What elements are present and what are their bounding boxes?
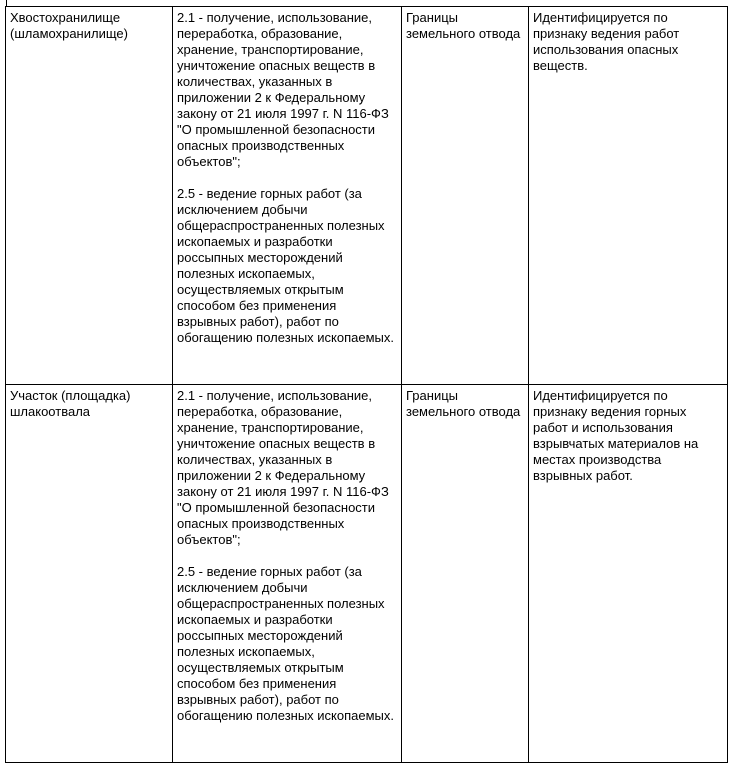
activity-2-5: 2.5 - ведение горных работ (за исключением добычи общераспространенных полезных ископаемых и разработки россыпных месторождений полезных ископаемых, осуществляемых открытым способом без применения взрывных работ), работ по обогащению полезных ископаемых. <box>177 564 395 723</box>
table-row <box>6 385 728 763</box>
identification-cell <box>529 385 728 763</box>
object-name: Хвостохранилище (шламохранилище) <box>10 10 128 41</box>
activity-2-1: 2.1 - получение, использование, переработка, образование, хранение, транспортирование, уничтожение опасных веществ в количествах, указанных в приложении 2 к Федеральному закону от 21 июля 1997 г. N 116-ФЗ "О промышленной безопасности опасных производственных объектов"; <box>177 388 389 547</box>
object-name-cell <box>6 7 173 385</box>
object-name-cell <box>6 385 173 763</box>
activities-cell <box>173 385 402 763</box>
boundary-text: Границы земельного отвода <box>406 10 521 41</box>
activities-cell <box>173 7 402 385</box>
boundary-cell <box>402 385 529 763</box>
boundary-text: Границы земельного отвода <box>406 388 521 419</box>
hazardous-objects-table <box>5 6 728 763</box>
identification-cell <box>529 7 728 385</box>
activity-2-5: 2.5 - ведение горных работ (за исключением добычи общераспространенных полезных ископаемых и разработки россыпных месторождений полезных ископаемых, осуществляемых открытым способом без применения взрывных работ), работ по обогащению полезных ископаемых. <box>177 186 395 345</box>
identification-text: Идентифицируется по признаку ведения работ использования опасных веществ. <box>533 10 680 73</box>
identification-text: Идентифицируется по признаку ведения горных работ и использования взрывчатых материалов на местах производства взрывных работ. <box>533 388 699 483</box>
boundary-cell <box>402 7 529 385</box>
table-row <box>6 7 728 385</box>
object-name: Участок (площадка) шлакоотвала <box>10 388 131 419</box>
activity-2-1: 2.1 - получение, использование, переработка, образование, хранение, транспортирование, уничтожение опасных веществ в количествах, указанных в приложении 2 к Федеральному закону от 21 июля 1997 г. N 116-ФЗ "О промышленной безопасности опасных производственных объектов"; <box>177 10 389 169</box>
